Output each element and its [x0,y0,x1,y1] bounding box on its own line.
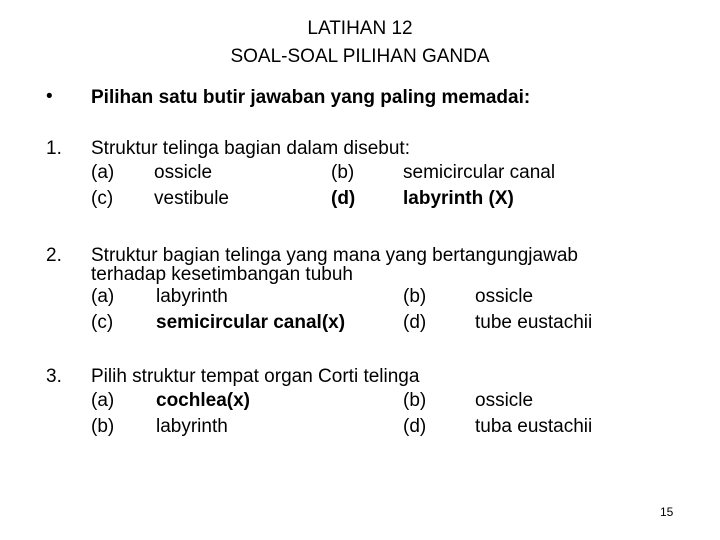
q3-option-c-text: labyrinth [156,416,228,437]
q1-option-a-text: ossicle [154,162,213,183]
q2-option-b-text: ossicle [475,286,534,307]
q1-option-b-text: semicircular canal [403,162,556,183]
q2-option-d-text: tube eustachii [475,312,593,333]
q1-option-a-label: (a) [91,162,115,183]
bullet-marker: • [46,86,53,107]
question-3-text: Pilih struktur tempat organ Corti telinga [91,366,420,387]
q3-option-a-label: (a) [91,390,115,411]
q1-option-d-text: labyrinth (X) [403,188,514,209]
q3-option-b-text: ossicle [475,390,534,411]
instruction-text: Pilihan satu butir jawaban yang paling memadai: [91,87,531,108]
q3-option-d-text: tuba eustachii [475,416,593,437]
q1-option-d-label: (d) [331,188,356,209]
page-number: 15 [660,505,674,519]
q2-option-d-label: (d) [403,312,427,333]
q3-option-b-label: (b) [403,390,427,411]
question-1-text: Struktur telinga bagian dalam disebut: [91,138,410,159]
q2-option-c-label: (c) [91,312,114,333]
q2-option-a-text: labyrinth [156,286,228,307]
q3-option-c-label: (b) [91,416,115,437]
question-2-number: 2. [46,245,62,266]
title-line-1: LATIHAN 12 [307,18,413,39]
q1-option-b-label: (b) [331,162,355,183]
question-1-number: 1. [46,138,62,159]
q2-option-a-label: (a) [91,286,115,307]
q3-option-a-text: cochlea(x) [156,390,250,411]
q1-option-c-label: (c) [91,188,114,209]
q1-option-c-text: vestibule [154,188,229,209]
question-2-text-line-1: Struktur bagian telinga yang mana yang bertangungjawab [91,245,578,266]
question-2-text-line-2: terhadap kesetimbangan tubuh [91,264,353,285]
q2-option-c-text: semicircular canal(x) [156,312,346,333]
q2-option-b-label: (b) [403,286,427,307]
question-3-number: 3. [46,366,62,387]
q3-option-d-label: (d) [403,416,427,437]
title-line-2: SOAL-SOAL PILIHAN GANDA [230,46,490,67]
